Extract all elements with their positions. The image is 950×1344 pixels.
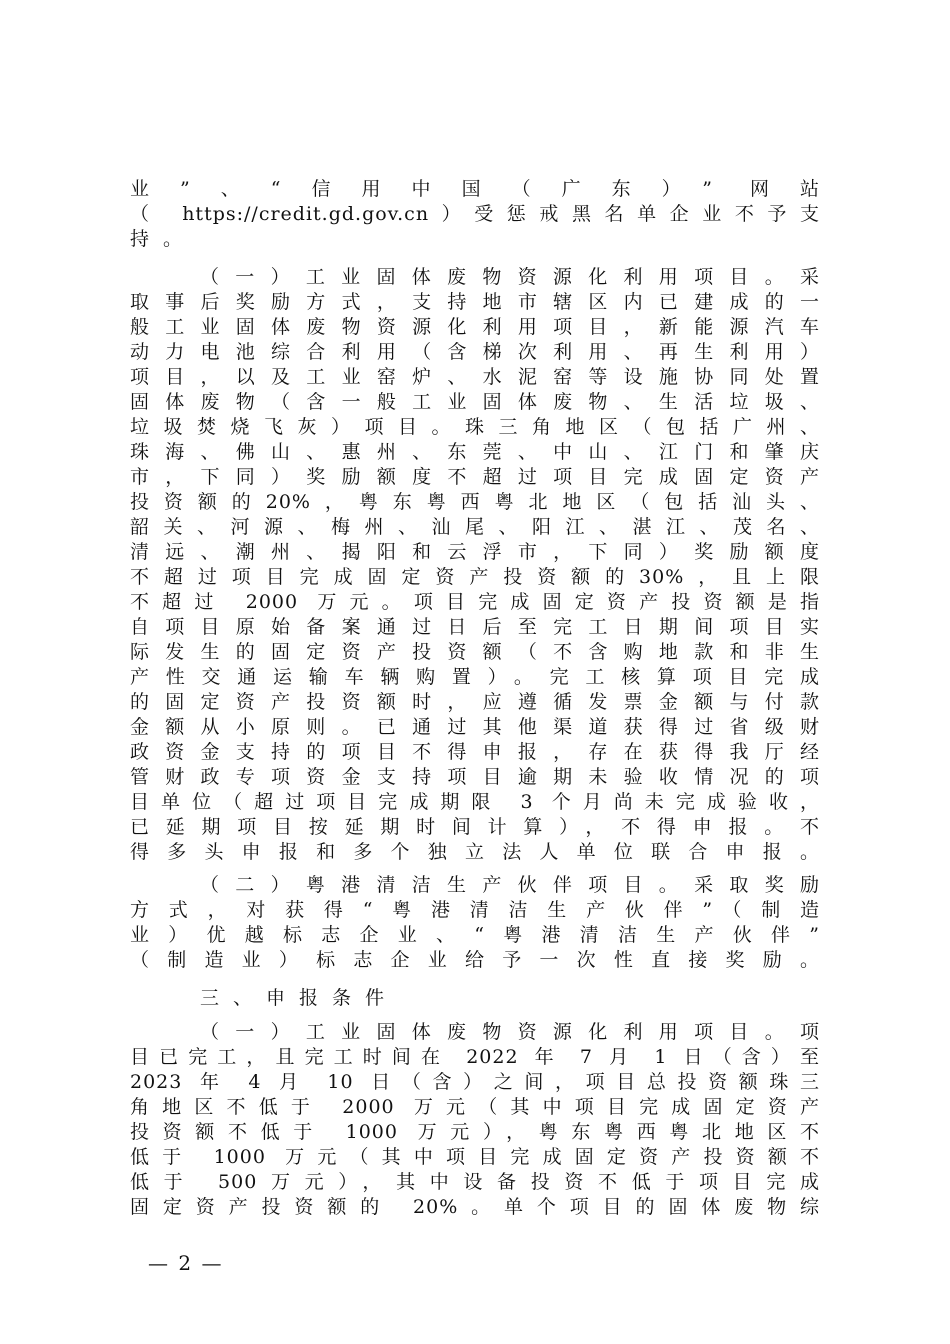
text-line: （ https://credit.gd.gov.cn）受惩戒黑名单企业不予支	[130, 203, 820, 225]
text-line: 金额从小原则。已通过其他渠道获得过省级财	[130, 716, 820, 738]
paragraph-blacklist-continuation	[130, 177, 820, 252]
text-line: 韶关、河源、梅州、汕尾、阳江、湛江、茂名、	[130, 516, 820, 538]
text-line: （制造业）标志企业给予一次性直接奖励。	[130, 949, 820, 971]
text-line: 垃圾焚烧飞灰）项目。珠三角地区（包括广州、	[130, 416, 820, 438]
text-line: 不超过 2000 万元。项目完成固定资产投资额是指	[130, 591, 820, 613]
text-line: 得多头申报和多个独立法人单位联合申报。	[130, 841, 820, 863]
text-line: 产性交通运输车辆购置）。完工核算项目完成	[130, 666, 820, 688]
text-line: 管财政专项资金支持项目逾期未验收情况的项	[130, 766, 820, 788]
section-heading: 三、申报条件	[200, 987, 399, 1009]
text-line: 自项目原始备案通过日后至完工日期间项目实	[130, 616, 820, 638]
text-line: 角地区不低于 2000 万元（其中项目完成固定资产	[130, 1096, 820, 1118]
text-line: 固体废物（含一般工业固体废物、生活垃圾、	[130, 391, 820, 413]
text-line: （一）工业固体废物资源化利用项目。项	[200, 1021, 820, 1043]
section-heading-application-conditions	[130, 986, 820, 1011]
text-line: 持。	[130, 228, 197, 250]
text-line: 目已完工，且完工时间在 2022 年 7 月 1 日（含）至	[130, 1046, 820, 1068]
text-line: 项目，以及工业窑炉、水泥窑等设施协同处置	[130, 366, 820, 388]
text-line: 取事后奖励方式，支持地市辖区内已建成的一	[130, 291, 820, 313]
text-line: 不超过项目完成固定资产投资额的30%，且上限	[130, 566, 820, 588]
paragraph-cleaner-production-partner	[130, 873, 820, 973]
text-line: 固定资产投资额的 20%。单个项目的固体废物综	[130, 1196, 820, 1218]
paragraph-solid-waste-project	[130, 265, 820, 865]
text-line: 清远、潮州、揭阳和云浮市，下同）奖励额度	[130, 541, 820, 563]
text-line: 般工业固体废物资源化利用项目，新能源汽车	[130, 316, 820, 338]
text-line: 低于 1000 万元（其中项目完成固定资产投资额不	[130, 1146, 820, 1168]
paragraph-condition-solid-waste	[130, 1020, 820, 1220]
text-line: 的固定资产投资额时，应遵循发票金额与付款	[130, 691, 820, 713]
text-line: 珠海、佛山、惠州、东莞、中山、江门和肇庆	[130, 441, 820, 463]
text-line: 2023 年 4 月 10 日（含）之间，项目总投资额珠三	[130, 1071, 820, 1093]
text-line: 投资额的20%，粤东粤西粤北地区（包括汕头、	[130, 491, 820, 513]
text-line: 业”、“信用中国（广东）” 网站	[130, 178, 820, 200]
text-line: （二）粤港清洁生产伙伴项目。采取奖励	[200, 874, 820, 896]
text-line: 已延期项目按延期时间计算），不得申报。不	[130, 816, 820, 838]
text-line: 政资金支持的项目不得申报，存在获得我厅经	[130, 741, 820, 763]
text-line: 际发生的固定资产投资额（不含购地款和非生	[130, 641, 820, 663]
text-line: 目单位（超过项目完成期限 3 个月尚未完成验收，	[130, 791, 820, 813]
text-line: 低于 500万元），其中设备投资不低于项目完成	[130, 1171, 820, 1193]
text-line: （一）工业固体废物资源化利用项目。采	[200, 266, 820, 288]
text-line: 投资额不低于 1000 万元），粤东粤西粤北地区不	[130, 1121, 820, 1143]
text-line: 市，下同）奖励额度不超过项目完成固定资产	[130, 466, 820, 488]
text-line: 业）优越标志企业、“粤港清洁生产伙伴”	[130, 924, 820, 946]
text-line: 方式，对获得“粤港清洁生产伙伴”（制造	[130, 899, 820, 921]
text-line: 动力电池综合利用（含梯次利用、再生利用）	[130, 341, 820, 363]
page-number: — 2 —	[148, 1251, 224, 1275]
